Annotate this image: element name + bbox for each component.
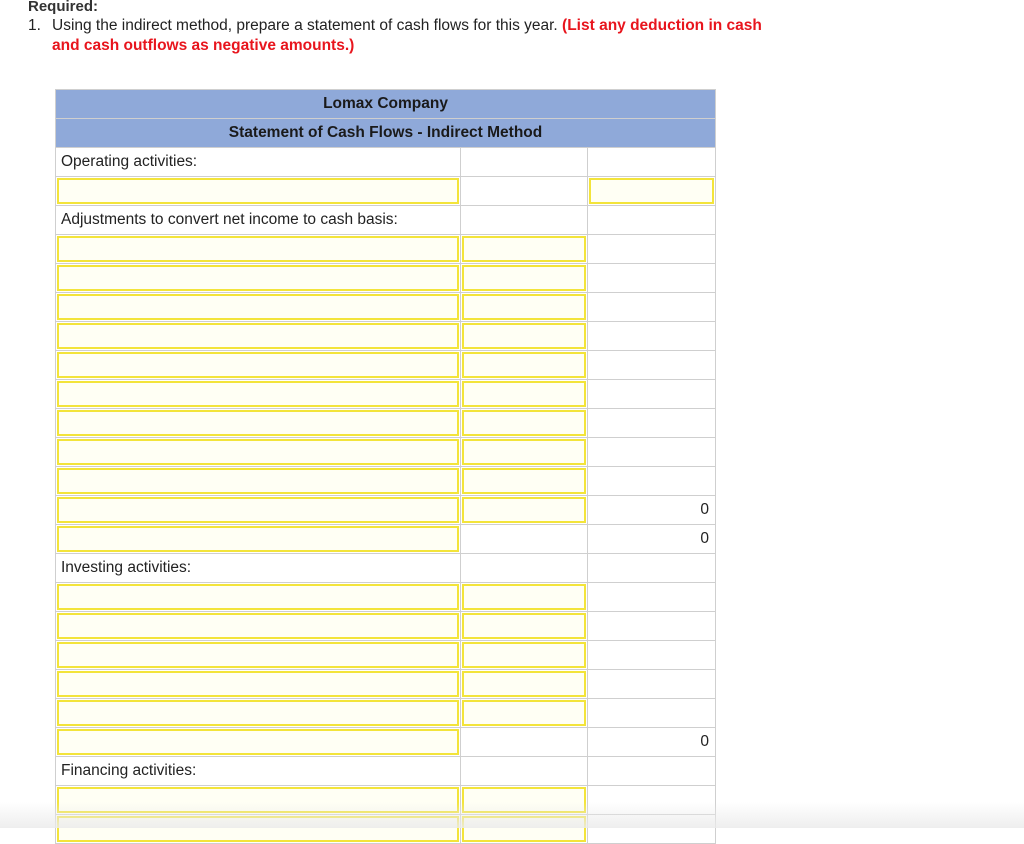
required-heading: Required:	[28, 0, 99, 15]
adjustments-total-label-input[interactable]	[57, 497, 459, 523]
adjustment-amount-input[interactable]	[462, 265, 586, 291]
net-income-amount-input[interactable]	[589, 178, 714, 204]
empty-cell	[461, 148, 588, 177]
empty-cell	[588, 148, 716, 177]
financing-label-input[interactable]	[57, 787, 459, 813]
adjustment-label-input[interactable]	[57, 294, 459, 320]
instruction-text: Using the indirect method, prepare a statement of cash flows for this year.	[52, 17, 558, 34]
investing-amount-input[interactable]	[462, 671, 586, 697]
investing-label-input[interactable]	[57, 700, 459, 726]
empty-cell	[588, 786, 716, 815]
financing-amount-input[interactable]	[462, 816, 586, 842]
adjustment-amount-input[interactable]	[462, 410, 586, 436]
empty-cell	[588, 757, 716, 786]
adjustment-amount-input[interactable]	[462, 381, 586, 407]
empty-cell	[588, 670, 716, 699]
investing-net-label-input[interactable]	[57, 729, 459, 755]
statement-title: Statement of Cash Flows - Indirect Method	[56, 119, 716, 148]
adjustment-amount-input[interactable]	[462, 236, 586, 262]
adjustment-amount-input[interactable]	[462, 294, 586, 320]
empty-cell	[588, 322, 716, 351]
empty-cell	[588, 380, 716, 409]
adjustment-amount-input[interactable]	[462, 352, 586, 378]
instruction-note-cont: and cash outflows as negative amounts.)	[52, 37, 355, 54]
investing-amount-input[interactable]	[462, 642, 586, 668]
empty-cell	[461, 206, 588, 235]
adjustment-amount-input[interactable]	[462, 439, 586, 465]
investing-amount-input[interactable]	[462, 613, 586, 639]
adjustments-label: Adjustments to convert net income to cash basis:	[56, 206, 461, 235]
empty-cell	[461, 757, 588, 786]
financing-activities-label: Financing activities:	[56, 757, 461, 786]
cash-flow-statement	[55, 89, 716, 844]
empty-cell	[588, 612, 716, 641]
empty-cell	[461, 525, 588, 554]
empty-cell	[588, 467, 716, 496]
investing-label-input[interactable]	[57, 613, 459, 639]
company-name: Lomax Company	[56, 90, 716, 119]
empty-cell	[588, 206, 716, 235]
financing-amount-input[interactable]	[462, 787, 586, 813]
empty-cell	[461, 554, 588, 583]
empty-cell	[461, 177, 588, 206]
empty-cell	[588, 293, 716, 322]
adjustment-label-input[interactable]	[57, 265, 459, 291]
net-income-label-input[interactable]	[57, 178, 459, 204]
investing-amount-input[interactable]	[462, 700, 586, 726]
empty-cell	[588, 583, 716, 612]
empty-cell	[588, 699, 716, 728]
empty-cell	[588, 438, 716, 467]
adjustment-amount-input[interactable]	[462, 323, 586, 349]
adjustment-label-input[interactable]	[57, 236, 459, 262]
empty-cell	[461, 728, 588, 757]
adjustment-label-input[interactable]	[57, 439, 459, 465]
instruction-number: 1.	[28, 17, 41, 34]
empty-cell	[588, 235, 716, 264]
adjustment-label-input[interactable]	[57, 352, 459, 378]
investing-label-input[interactable]	[57, 584, 459, 610]
adjustment-amount-input[interactable]	[462, 497, 586, 523]
empty-cell	[588, 815, 716, 844]
instruction-note: (List any deduction in cash	[562, 17, 762, 34]
operating-net-label-input[interactable]	[57, 526, 459, 552]
investing-net-value: 0	[588, 728, 716, 757]
instruction-line	[28, 16, 828, 36]
empty-cell	[588, 554, 716, 583]
investing-amount-input[interactable]	[462, 584, 586, 610]
adjustments-total-value: 0	[588, 496, 716, 525]
adjustment-amount-input[interactable]	[462, 468, 586, 494]
adjustment-label-input[interactable]	[57, 323, 459, 349]
investing-activities-label: Investing activities:	[56, 554, 461, 583]
empty-cell	[588, 264, 716, 293]
investing-label-input[interactable]	[57, 642, 459, 668]
adjustment-label-input[interactable]	[57, 381, 459, 407]
empty-cell	[588, 641, 716, 670]
adjustment-label-input[interactable]	[57, 468, 459, 494]
financing-label-input[interactable]	[57, 816, 459, 842]
adjustment-label-input[interactable]	[57, 410, 459, 436]
operating-activities-label: Operating activities:	[56, 148, 461, 177]
empty-cell	[588, 351, 716, 380]
investing-label-input[interactable]	[57, 671, 459, 697]
empty-cell	[588, 409, 716, 438]
operating-net-value: 0	[588, 525, 716, 554]
